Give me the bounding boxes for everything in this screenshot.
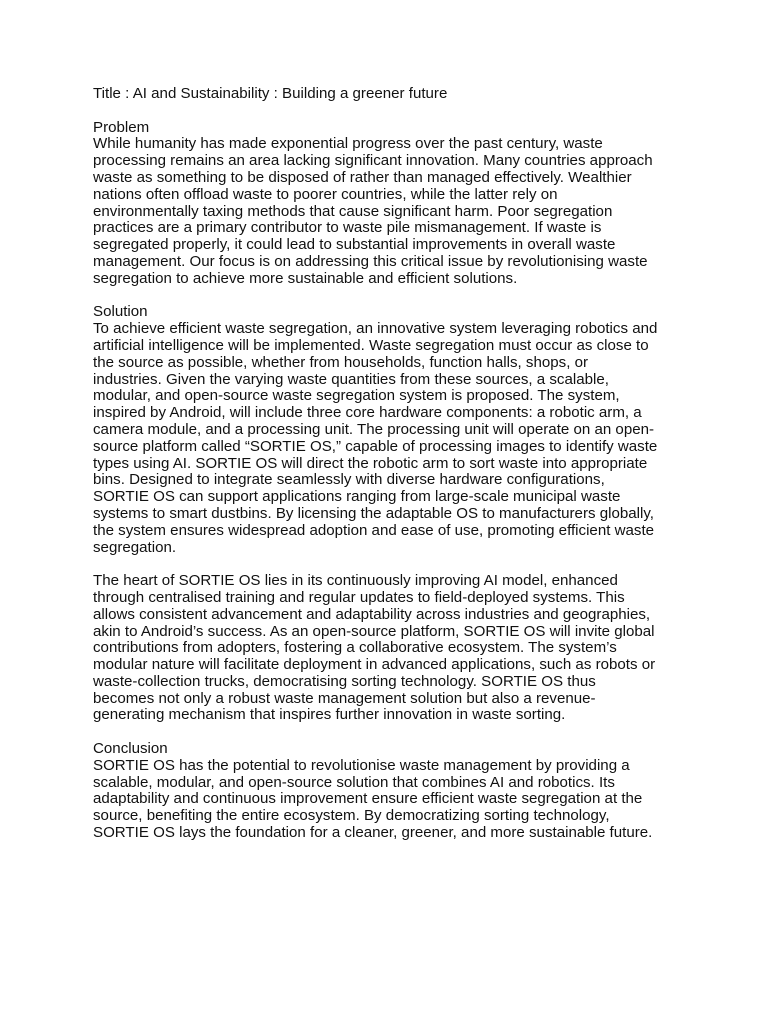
heart-line: akin to Android’s success. As an open-source platform, SORTIE OS will invite global	[93, 622, 655, 640]
problem-line: While humanity has made exponential progress over the past century, waste	[93, 135, 603, 153]
conclusion-line: scalable, modular, and open-source solution that combines AI and robotics. Its	[93, 773, 615, 791]
solution-paragraph	[93, 321, 683, 556]
spacer	[93, 288, 683, 305]
solution-line: industries. Given the varying waste quantities from these sources, a scalable,	[93, 370, 609, 388]
solution-line: segregation.	[93, 538, 177, 556]
spacer	[93, 724, 683, 741]
problem-line: management. Our focus is on addressing this critical issue by revolutionising waste	[93, 252, 648, 270]
problem-paragraph	[93, 136, 683, 287]
problem-line: environmentally taxing methods that cause significant harm. Poor segregation	[93, 202, 613, 220]
conclusion-heading: Conclusion	[93, 740, 168, 758]
solution-line: artificial intelligence will be implemented. Waste segregation must occur as close to	[93, 336, 649, 354]
heart-line: waste-collection trucks, democratising sorting technology. SORTIE OS thus	[93, 672, 596, 690]
spacer	[93, 103, 683, 120]
heart-line: allows consistent advancement and adaptability across industries and geographies,	[93, 605, 651, 623]
heart-line: becomes not only a robust waste management solution but also a revenue-	[93, 689, 596, 707]
conclusion-line: SORTIE OS lays the foundation for a cleaner, greener, and more sustainable future.	[93, 824, 653, 842]
solution-line: the source as possible, whether from households, function halls, shops, or	[93, 353, 589, 371]
solution-line: To achieve efficient waste segregation, an innovative system leveraging robotics and	[93, 320, 658, 338]
solution-line: inspired by Android, will include three core hardware components: a robotic arm, a	[93, 404, 642, 422]
heart-line: The heart of SORTIE OS lies in its continuously improving AI model, enhanced	[93, 572, 618, 590]
problem-line: waste as something to be disposed of rather than managed effectively. Wealthier	[93, 168, 632, 186]
solution-heading: Solution	[93, 303, 148, 321]
spacer	[93, 556, 683, 573]
conclusion-line: source, benefiting the entire ecosystem. By democratizing sorting technology,	[93, 807, 610, 825]
conclusion-paragraph	[93, 758, 683, 842]
problem-line: segregation to achieve more sustainable and efficient solutions.	[93, 269, 518, 287]
heart-line: contributions from adopters, fostering a collaborative ecosystem. The system’s	[93, 639, 617, 657]
solution-line: systems to smart dustbins. By licensing the adaptable OS to manufacturers globally,	[93, 504, 654, 522]
problem-line: segregated properly, it could lead to substantial improvements in overall waste	[93, 236, 616, 254]
conclusion-line: adaptability and continuous improvement ensure efficient waste segregation at the	[93, 790, 643, 808]
problem-heading: Problem	[93, 118, 150, 136]
document-title: Title : AI and Sustainability : Building a greener future	[93, 85, 448, 102]
solution-line: modular, and open-source waste segregation system is proposed. The system,	[93, 387, 620, 405]
heart-line: generating mechanism that inspires further innovation in waste sorting.	[93, 706, 566, 724]
conclusion-line: SORTIE OS has the potential to revolutionise waste management by providing a	[93, 756, 630, 774]
heart-line: modular nature will facilitate deployment in advanced applications, such as robots or	[93, 656, 656, 674]
solution-line: source platform called “SORTIE OS,” capable of processing images to identify waste	[93, 437, 658, 455]
solution-line: bins. Designed to integrate seamlessly with diverse hardware configurations,	[93, 471, 605, 489]
heart-line: through centralised training and regular updates to field-deployed systems. This	[93, 588, 625, 606]
heart-paragraph	[93, 573, 683, 724]
solution-line: types using AI. SORTIE OS will direct the robotic arm to sort waste into appropriate	[93, 454, 648, 472]
problem-line: processing remains an area lacking significant innovation. Many countries approach	[93, 152, 653, 170]
problem-line: nations often offload waste to poorer countries, while the latter rely on	[93, 185, 558, 203]
problem-line: practices are a primary contributor to waste pile mismanagement. If waste is	[93, 219, 602, 237]
solution-line: SORTIE OS can support applications ranging from large-scale municipal waste	[93, 488, 621, 506]
solution-line: the system ensures widespread adoption and ease of use, promoting efficient waste	[93, 521, 655, 539]
solution-line: camera module, and a processing unit. The processing unit will operate on an open-	[93, 420, 655, 438]
document-page	[93, 86, 683, 842]
